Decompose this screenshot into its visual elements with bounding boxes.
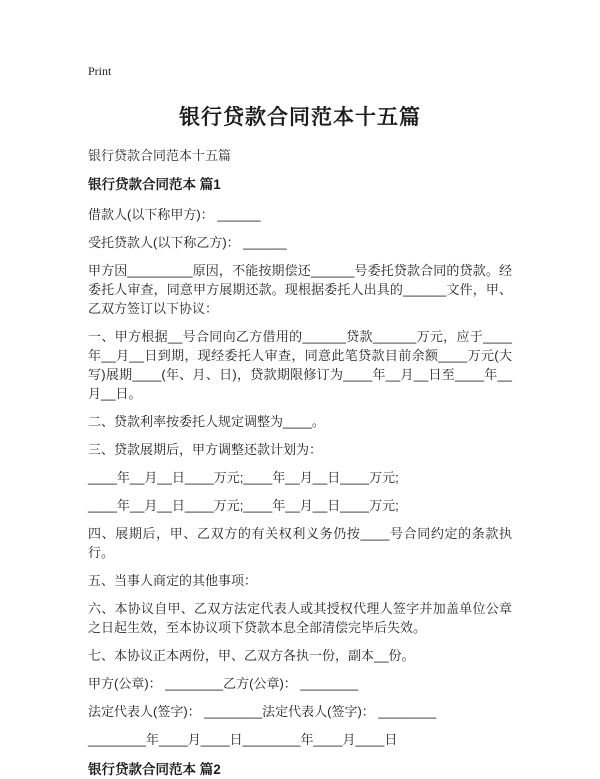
print-row xyxy=(88,62,512,92)
contract-paragraph: 五、当事人商定的其他事项： xyxy=(88,573,258,588)
contract-paragraph: ________年____月____日________年____月____日 xyxy=(88,732,398,747)
contract-paragraph: 二、贷款利率按委托人规定调整为____。 xyxy=(88,414,325,429)
page-title: 银行贷款合同范本十五篇 xyxy=(179,106,421,129)
contract-paragraph: ____年__月__日____万元;____年__月__日____万元; xyxy=(88,498,399,513)
contract-paragraph: 法定代表人(签字)： ________法定代表人(签字)： ________ xyxy=(88,704,437,719)
print-button[interactable]: Print xyxy=(88,64,112,78)
section-heading: 银行贷款合同范本 篇2 xyxy=(88,762,221,777)
document-subtitle: 银行贷款合同范本十五篇 xyxy=(88,148,232,163)
contract-paragraph: 借款人(以下称甲方)： ______ xyxy=(88,207,261,222)
contract-paragraph: 甲方因_________原因，不能按期偿还______号委托贷款合同的贷款。经委托人审查，同意甲方展期还款。现根据委托人出具的______文件，甲、乙双方签订以下协议： xyxy=(88,263,512,316)
contract-paragraph: 四、展期后，甲、乙双方的有关权利义务仍按____号合同约定的条款执行。 xyxy=(88,526,512,560)
section-heading: 银行贷款合同范本 篇1 xyxy=(88,177,221,192)
contract-paragraph: ____年__月__日____万元;____年__月__日____万元; xyxy=(88,470,399,485)
document-body xyxy=(88,176,512,779)
contract-paragraph: 七、本协议正本两份，甲、乙双方各执一份，副本__份。 xyxy=(88,648,415,663)
contract-paragraph: 三、贷款展期后，甲方调整还款计划为： xyxy=(88,442,323,457)
contract-paragraph: 甲方(公章)： ________乙方(公章)： ________ xyxy=(88,676,359,691)
contract-paragraph: 一、甲方根据__号合同向乙方借用的______贷款______万元，应于____年__月__日到期，现经委托人审查，同意此笔贷款目前余额____万元(大写)展期____(年、月、日)，贷款期限修订为____年__月__日至____年__月__日。 xyxy=(88,329,512,401)
contract-paragraph: 六、本协议自甲、乙双方法定代表人或其授权代理人签字并加盖单位公章之日起生效，至本协议项下贷款本息全部清偿完毕后失效。 xyxy=(88,601,512,635)
contract-paragraph: 受托贷款人(以下称乙方)： ______ xyxy=(88,235,287,250)
